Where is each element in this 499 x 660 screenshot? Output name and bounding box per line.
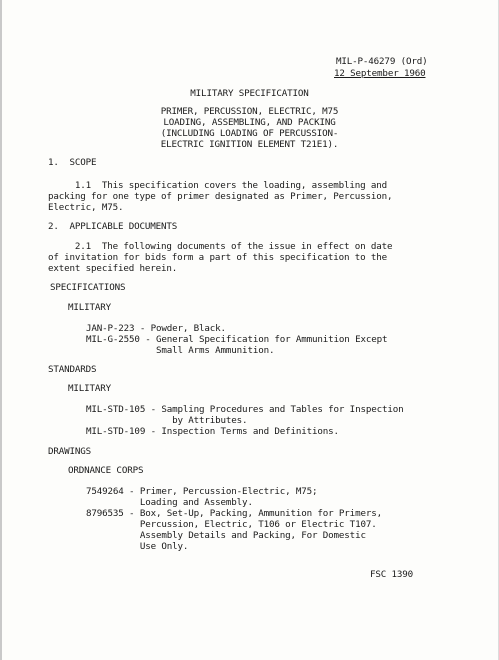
document-number: MIL-P-46279 (Ord) — [336, 56, 428, 67]
standards-heading: STANDARDS — [48, 364, 97, 375]
drawings-subheading: ORDNANCE CORPS — [68, 465, 144, 476]
spec-line-3: Small Arms Ammunition. — [86, 345, 275, 356]
applicable-line-3: extent specified herein. — [48, 263, 178, 274]
standard-line-1: MIL-STD-105 - Sampling Procedures and Tables for Inspection — [86, 404, 404, 415]
scope-line-2: packing for one type of primer designated as Primer, Percussion, — [48, 191, 393, 202]
applicable-line-2: of invitation for bids form a part of this specification to the — [48, 252, 388, 263]
document-date: 12 September 1960 — [334, 68, 426, 79]
drawing-line-1: 7549264 - Primer, Percussion-Electric, M75; — [86, 486, 318, 497]
applicable-heading: 2. APPLICABLE DOCUMENTS — [48, 221, 178, 232]
scope-heading: 1. SCOPE — [48, 157, 97, 168]
drawing-line-6: Use Only. — [86, 541, 189, 552]
spec-heading: MILITARY SPECIFICATION — [190, 88, 309, 99]
drawing-line-2: Loading and Assembly. — [86, 497, 253, 508]
title-line-1: PRIMER, PERCUSSION, ELECTRIC, M75 — [160, 106, 339, 117]
fsc-code: FSC 1390 — [370, 569, 414, 580]
drawing-line-3: 8796535 - Box, Set-Up, Packing, Ammunition for Primers, — [86, 508, 382, 519]
standards-subheading: MILITARY — [68, 383, 112, 394]
title-line-4: ELECTRIC IGNITION ELEMENT T21E1). — [160, 139, 339, 150]
specifications-heading: SPECIFICATIONS — [50, 282, 126, 293]
standard-line-3: MIL-STD-109 - Inspection Terms and Definitions. — [86, 426, 339, 437]
drawing-line-5: Assembly Details and Packing, For Domestic — [86, 530, 366, 541]
spec-line-2: MIL-G-2550 - General Specification for Ammunition Except — [86, 334, 388, 345]
scope-line-1: 1.1 This specification covers the loading, assembling and — [48, 180, 388, 191]
title-line-3: (INCLUDING LOADING OF PERCUSSION- — [160, 128, 339, 139]
drawing-line-4: Percussion, Electric, T106 or Electric T107. — [86, 519, 377, 530]
specifications-subheading: MILITARY — [68, 302, 112, 313]
title-line-2: LOADING, ASSEMBLING, AND PACKING — [163, 117, 336, 128]
drawings-heading: DRAWINGS — [48, 446, 92, 457]
standard-line-2: by Attributes. — [86, 415, 248, 426]
applicable-line-1: 2.1 The following documents of the issue in effect on date — [48, 241, 393, 252]
scope-line-3: Electric, M75. — [48, 202, 124, 213]
spec-line-1: JAN-P-223 - Powder, Black. — [86, 323, 226, 334]
